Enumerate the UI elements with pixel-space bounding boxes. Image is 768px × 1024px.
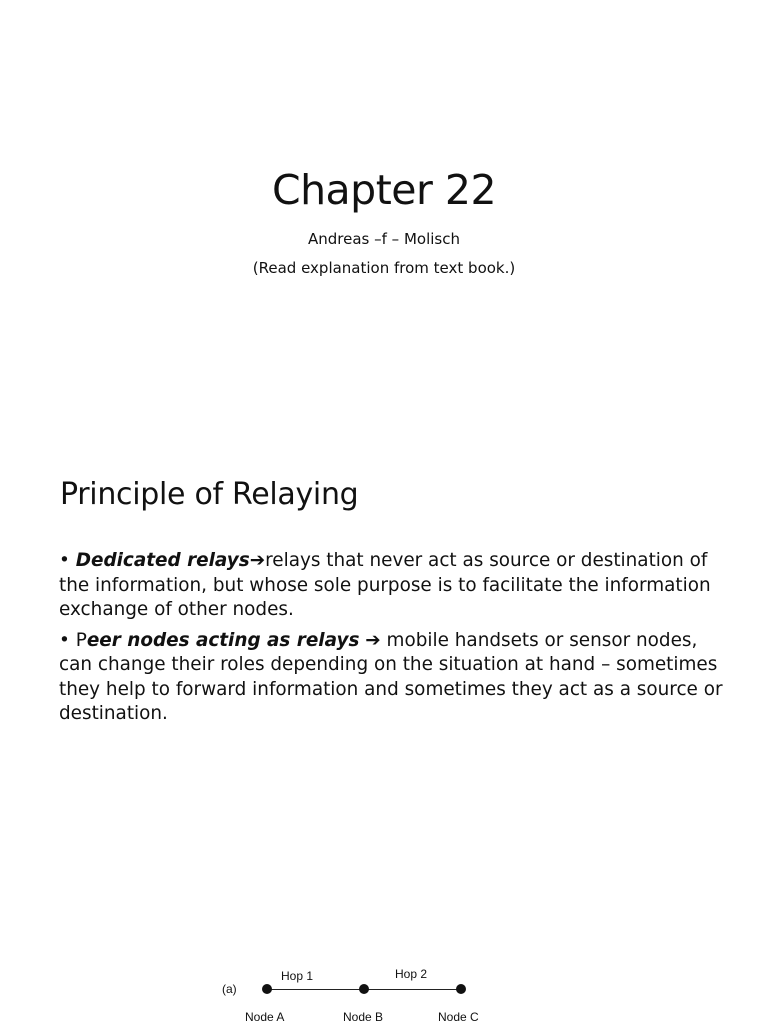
arrow-icon: ➔ [365, 629, 381, 651]
bullet-list [59, 549, 729, 733]
node-b-dot [359, 984, 369, 994]
node-b-label: Node B [343, 1010, 384, 1024]
bullet-marker: • [59, 550, 70, 571]
arrow-icon: ➔ [249, 550, 266, 571]
bullet-dedicated-relays [59, 549, 729, 623]
node-c-label: Node C [438, 1010, 479, 1024]
bullet-text: relays that never act as source or destination of the information, but whose sole purpose is to facilitate the information exchange of other nodes. [59, 550, 711, 620]
hop-1-link [267, 989, 364, 990]
bullet-peer-nodes [59, 629, 729, 727]
hop-2-link [364, 989, 461, 990]
section-heading: Principle of Relaying [60, 477, 359, 512]
slide-title: Chapter 22 [271, 166, 497, 214]
bullet-marker: • [59, 629, 70, 651]
bullet-text: mobile handsets or sensor nodes, can change their roles depending on the situation at hand – sometimes they help to forward information and sometimes they act as a source or destination. [59, 629, 723, 724]
reading-note: (Read explanation from text book.) [252, 259, 516, 277]
hop-1-label: Hop 1 [281, 969, 314, 983]
bullet-term-prefix: P [75, 629, 87, 651]
bullet-term: Dedicated relays [75, 550, 250, 571]
bullet-term: eer nodes acting as relays [86, 629, 360, 651]
hop-2-label: Hop 2 [395, 967, 428, 981]
panel-label: (a) [222, 982, 237, 996]
node-a-dot [262, 984, 272, 994]
relay-hop-diagram [210, 960, 510, 1024]
node-c-dot [456, 984, 466, 994]
author-line: Andreas –f – Molisch [308, 230, 460, 248]
node-a-label: Node A [245, 1010, 285, 1024]
